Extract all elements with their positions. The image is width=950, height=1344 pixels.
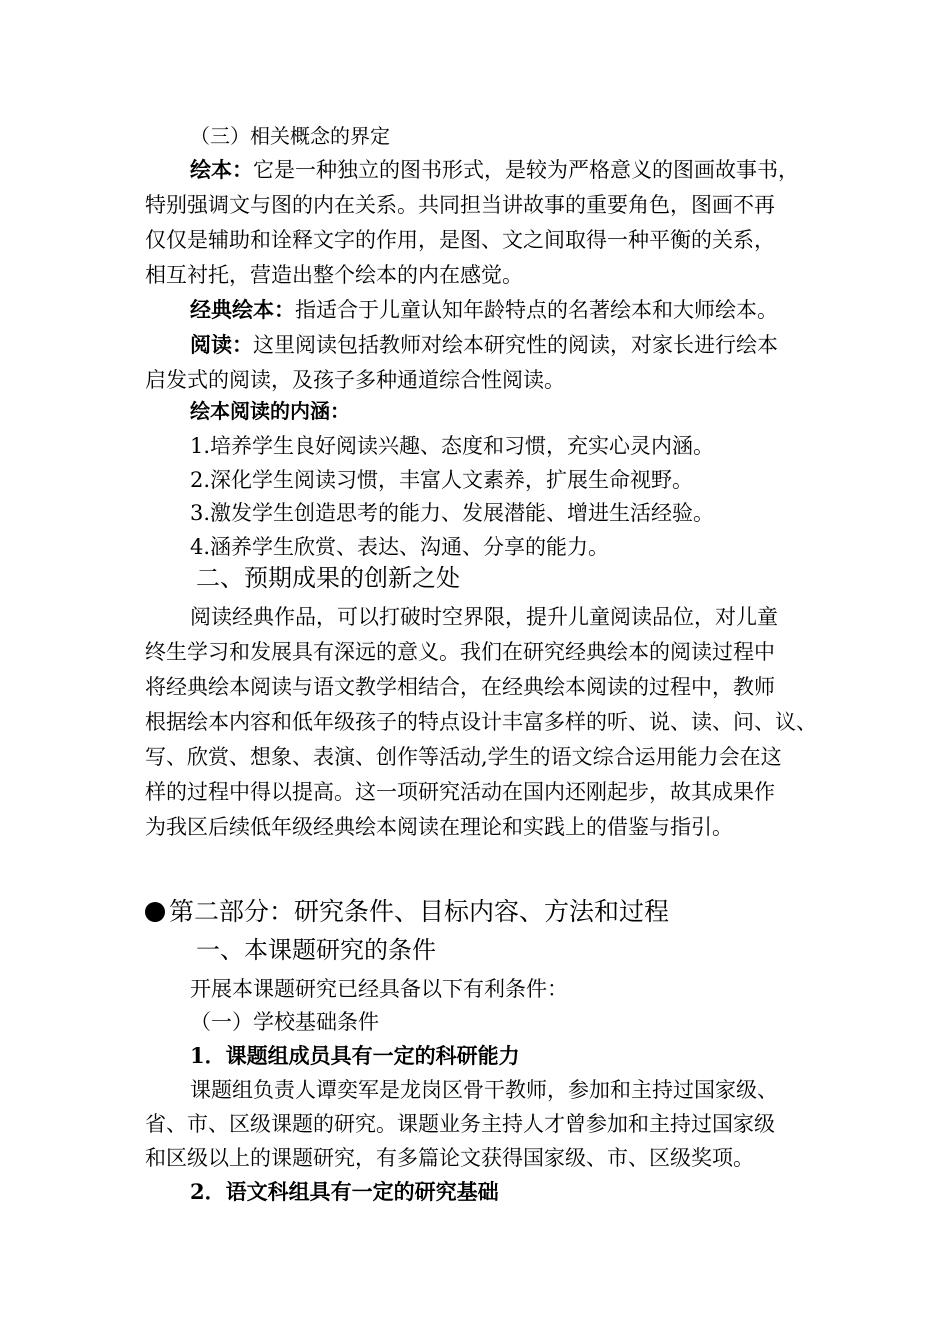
subsection-heading: （一）学校基础条件 <box>190 1010 379 1034</box>
term-label: 阅读： <box>190 332 253 357</box>
term-label: 绘本： <box>190 157 253 182</box>
definition-jingdian <box>190 296 778 324</box>
definition-text: 它是一种独立的图书形式，是较为严格意义的图画故事书， <box>253 158 799 182</box>
definition-text: 指适合于儿童认知年龄特点的名著绘本和大师绘本。 <box>295 298 778 322</box>
paragraph-line: 终生学习和发展具有深远的意义。我们在研究经典绘本的阅读过程中 <box>145 640 775 664</box>
paragraph-line: 将经典绘本阅读与语文教学相结合，在经典绘本阅读的过程中，教师 <box>145 675 775 699</box>
term-label: 经典绘本： <box>190 297 295 322</box>
paragraph-line: 样的过程中得以提高。这一项研究活动在国内还刚起步，故其成果作 <box>145 780 775 804</box>
list-item: 3.激发学生创造思考的能力、发展潜能、增进生活经验。 <box>190 501 715 525</box>
neihan-title: 绘本阅读的内涵： <box>190 399 350 423</box>
paragraph-line: 特别强调文与图的内在关系。共同担当讲故事的重要角色，图画不再 <box>145 193 775 217</box>
definition-text: 这里阅读包括教师对绘本研究性的阅读，对家长进行绘本 <box>253 333 778 357</box>
paragraph-line: 阅读经典作品，可以打破时空界限，提升儿童阅读品位，对儿童 <box>190 605 778 629</box>
paragraph-line: 仅仅是辅助和诠释文字的作用，是图、文之间取得一种平衡的关系， <box>145 228 775 252</box>
paragraph-line: 写、欣赏、想象、表演、创作等活动,学生的语文综合运用能力会在这 <box>145 745 782 769</box>
paragraph-line: 省、市、区级课题的研究。课题业务主持人才曾参加和主持过国家级 <box>145 1112 775 1136</box>
bullet-icon <box>145 902 165 922</box>
paragraph-line: 启发式的阅读，及孩子多种通道综合性阅读。 <box>145 368 565 392</box>
paragraph-line: 开展本课题研究已经具备以下有利条件： <box>190 977 568 1001</box>
innovation-heading: 二、预期成果的创新之处 <box>196 564 460 592</box>
part2-heading-text: 第二部分：研究条件、目标内容、方法和过程 <box>169 897 670 926</box>
definition-yuedu <box>190 331 778 359</box>
part2-heading <box>145 895 669 929</box>
paragraph-line: 和区级以上的课题研究，有多篇论文获得国家级、市、区级奖项。 <box>145 1146 754 1170</box>
paragraph-line: 课题组负责人谭奕军是龙岗区骨干教师，参加和主持过国家级、 <box>190 1078 778 1102</box>
paragraph-line: 为我区后续低年级经典绘本阅读在理论和实践上的借鉴与指引。 <box>145 815 733 839</box>
section-heading: （三）相关概念的界定 <box>190 124 390 148</box>
item-title: 2．语文科组具有一定的研究基础 <box>190 1179 499 1204</box>
paragraph-line: 相互衬托，营造出整个绘本的内在感觉。 <box>145 263 523 287</box>
item-title: 1．课题组成员具有一定的科研能力 <box>190 1043 520 1068</box>
definition-huiben <box>190 156 799 184</box>
list-item: 4.涵养学生欣赏、表达、沟通、分享的能力。 <box>190 535 610 559</box>
list-item: 1.培养学生良好阅读兴趣、态度和习惯，充实心灵内涵。 <box>190 434 715 458</box>
conditions-heading: 一、本课题研究的条件 <box>196 936 436 964</box>
list-item: 2.深化学生阅读习惯，丰富人文素养，扩展生命视野。 <box>190 468 694 492</box>
paragraph-line: 根据绘本内容和低年级孩子的特点设计丰富多样的听、说、读、问、议、 <box>145 710 817 734</box>
